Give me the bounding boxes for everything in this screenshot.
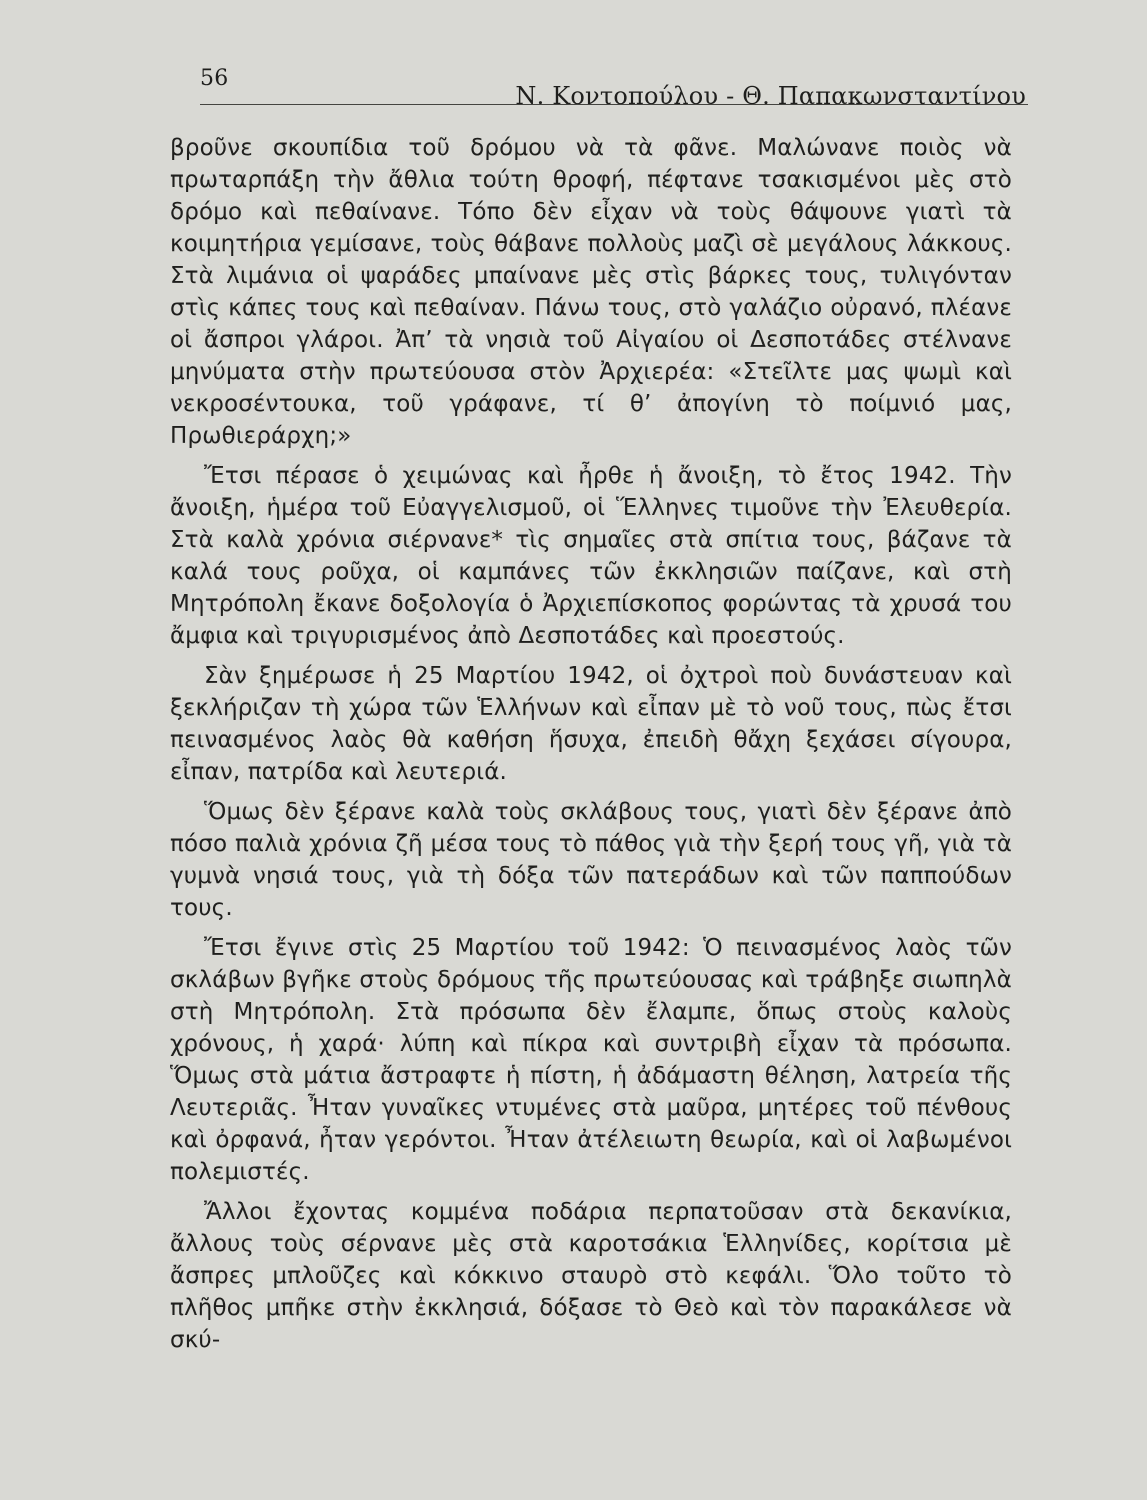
paragraph-4: Ὅμως δὲν ξέρανε καλὰ τοὺς σκλάβους τους, γιατὶ δὲν ξέρανε ἀπὸ πόσο παλιὰ χρόνια ζῆ μέσα τους τὸ πάθος γιὰ τὴν ξερή τους γῆ, γιὰ τὰ γυμνὰ νησιά τους, γιὰ τὴ δόξα τῶν πατεράδων καὶ τῶν παππούδων τους. xyxy=(170,799,1012,921)
paragraph-6: Ἄλλοι ἔχοντας κομμένα ποδάρια περπατοῦσαν στὰ δεκανίκια, ἄλλους τοὺς σέρνανε μὲς στὰ καροτσάκια Ἑλληνίδες, κορίτσια μὲ ἄσπρες μπλοῦζες καὶ κόκκινο σταυρὸ στὸ κεφάλι. Ὅλο τοῦτο τὸ πλῆθος μπῆκε στὴν ἐκκλησιά, δόξασε τὸ Θεὸ καὶ τὸν παρακάλεσε νὰ σκύ- xyxy=(170,1199,1012,1353)
page-number: 56 xyxy=(200,66,229,91)
paragraph-5: Ἔτσι ἔγινε στὶς 25 Μαρτίου τοῦ 1942: Ὁ πεινασμένος λαὸς τῶν σκλάβων βγῆκε στοὺς δρόμους τῆς πρωτεύουσας καὶ τράβηξε σιωπηλὰ στὴ Μητρόπολη. Στὰ πρόσωπα δὲν ἔλαμπε, ὅπως στοὺς καλοὺς χρόνους, ἡ χαρά· λύπη καὶ πίκρα καὶ συντριβὴ εἶχαν τὰ πρόσωπα. Ὅμως στὰ μάτια ἄστραφτε ἡ πίστη, ἡ ἀδάμαστη θέληση, λατρεία τῆς Λευτεριᾶς. Ἦταν γυναῖκες ντυμένες στὰ μαῦρα, μητέρες τοῦ πένθους καὶ ὀρφανά, ἦταν γερόντοι. Ἦταν ἀτέλειωτη θεωρία, καὶ οἱ λαβωμένοι πολεμιστές. xyxy=(170,935,1012,1185)
paragraph-3: Σὰν ξημέρωσε ἡ 25 Μαρτίου 1942, οἱ ὀχτροὶ ποὺ δυνάστευαν καὶ ξεκλήριζαν τὴ χώρα τῶν Ἑλλήνων καὶ εἶπαν μὲ τὸ νοῦ τους, πὼς ἔτσι πεινασμένος λαὸς θὰ καθήση ἥσυχα, ἐπειδὴ θἄχη ξεχάσει σίγουρα, εἶπαν, πατρίδα καὶ λευτεριά. xyxy=(170,663,1012,785)
paragraph-2: Ἔτσι πέρασε ὁ χειμώνας καὶ ἦρθε ἡ ἄνοιξη, τὸ ἔτος 1942. Τὴν ἄνοιξη, ἡμέρα τοῦ Εὐαγγελισμοῦ, οἱ Ἕλληνες τιμοῦνε τὴν Ἐλευθερία. Στὰ καλὰ χρόνια σιέρνανε* τὶς σημαῖες στὰ σπίτια τους, βάζανε τὰ καλά τους ροῦχα, οἱ καμπάνες τῶν ἐκκλησιῶν παίζανε, καὶ στὴ Μητρόπολη ἔκανε δοξολογία ὁ Ἀρχιεπίσκοπος φορώντας τὰ χρυσά του ἄμφια καὶ τριγυρισμένος ἀπὸ Δεσποτάδες καὶ προεστούς. xyxy=(170,463,1012,649)
page-header xyxy=(200,66,1028,114)
body-text xyxy=(170,132,1012,1356)
header-rule xyxy=(200,104,1028,105)
running-head-authors: Ν. Κοντοπούλου - Θ. Παπακωνσταντίνου xyxy=(515,82,1026,110)
paragraph-1: βροῦνε σκουπίδια τοῦ δρόμου νὰ τὰ φᾶνε. Μαλώνανε ποιὸς νὰ πρωταρπάξη τὴν ἄθλια τούτη θροφή, πέφτανε τσακισμένοι μὲς στὸ δρόμο καὶ πεθαίνανε. Τόπο δὲν εἶχαν νὰ τοὺς θάψουνε γιατὶ τὰ κοιμητήρια γεμίσανε, τοὺς θάβανε πολλοὺς μαζὶ σὲ μεγάλους λάκκους. Στὰ λιμάνια οἱ ψαράδες μπαίνανε μὲς στὶς βάρκες τους, τυλιγόνταν στὶς κάπες τους καὶ πεθαίναν. Πάνω τους, στὸ γαλάζιο οὐρανό, πλέανε οἱ ἄσπροι γλάροι. Ἀπ’ τὰ νησιὰ τοῦ Αἰγαίου οἱ Δεσποτάδες στέλνανε μηνύματα στὴν πρωτεύουσα στὸν Ἀρχιερέα: «Στεῖλτε μας ψωμὶ καὶ νεκροσέντουκα, τοῦ γράφανε, τί θ’ ἀπογίνη τὸ ποίμνιό μας, Πρωθιεράρχη;» xyxy=(170,135,1012,449)
